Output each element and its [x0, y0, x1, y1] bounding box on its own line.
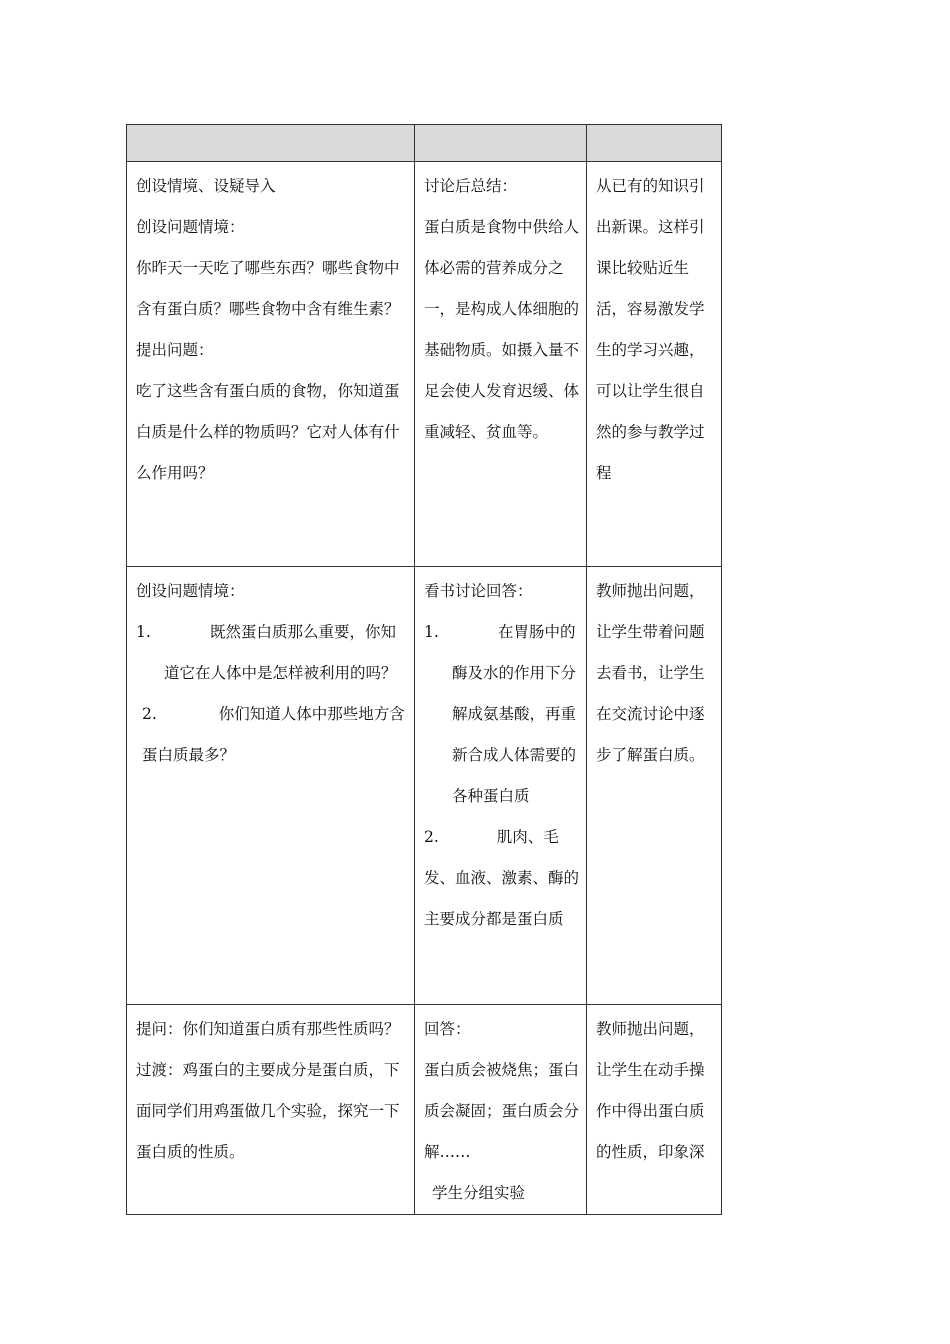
- design-intent-cell: [587, 162, 722, 567]
- text-line: 讨论后总结：: [424, 177, 518, 195]
- list-number: 2.: [142, 705, 157, 723]
- text-line: 从已有的知识引出新课。这样引课比较贴近生活，容易激发学生的学习兴趣，可以让学生很自然的参与教学过程: [596, 177, 705, 482]
- design-intent-cell: [587, 1005, 722, 1215]
- teacher-activity-cell: [127, 567, 415, 1005]
- teacher-activity-cell: [127, 1005, 415, 1215]
- text-line: 过渡：鸡蛋白的主要成分是蛋白质，下面同学们用鸡蛋做几个实验，探究一下蛋白质的性质。: [136, 1061, 400, 1161]
- text-line: 教师抛出问题，让学生带着问题去看书，让学生在交流讨论中逐步了解蛋白质。: [596, 582, 705, 764]
- list-text: 在胃肠中的酶及水的作用下分解成氨基酸，再重新合成人体需要的各种蛋白质: [452, 623, 577, 805]
- student-activity-cell: [415, 567, 587, 1005]
- header-cell: [415, 125, 587, 162]
- text-line: 蛋白质会被烧焦；蛋白质会凝固；蛋白质会分解……: [424, 1061, 580, 1161]
- table-row: [127, 1005, 722, 1215]
- design-intent-cell: [587, 567, 722, 1005]
- list-number: 2.: [424, 828, 439, 846]
- table-row: [127, 162, 722, 567]
- header-cell: [587, 125, 722, 162]
- list-text: 肌肉、毛发、血液、激素、酶的主要成分都是蛋白质: [424, 828, 580, 928]
- text-line: 创设问题情境：: [136, 582, 245, 600]
- text-line: 学生分组实验: [432, 1184, 526, 1202]
- text-line: 看书讨论回答：: [424, 582, 533, 600]
- teacher-activity-cell: [127, 162, 415, 567]
- section-title: 创设情境、设疑导入: [136, 177, 276, 195]
- text-line: 蛋白质是食物中供给人体必需的营养成分之一，是构成人体细胞的基础物质。如摄入量不足会使人发育迟缓、体重减轻、贫血等。: [424, 218, 580, 441]
- text-line: 创设问题情境：: [136, 218, 245, 236]
- student-activity-cell: [415, 162, 587, 567]
- text-line: 提问：你们知道蛋白质有那些性质吗？: [136, 1020, 400, 1038]
- table-header-row: [127, 125, 722, 162]
- text-line: 回答：: [424, 1020, 471, 1038]
- text-line: 提出问题：: [136, 341, 214, 359]
- list-item: [136, 612, 408, 694]
- list-number: 1.: [136, 623, 151, 641]
- list-number: 1.: [424, 623, 439, 641]
- text-line: 吃了这些含有蛋白质的食物，你知道蛋白质是什么样的物质吗？它对人体有什么作用吗？: [136, 382, 400, 482]
- list-text: 既然蛋白质那么重要，你知道它在人体中是怎样被利用的吗？: [164, 623, 397, 682]
- lesson-plan-table: [126, 124, 722, 1215]
- list-item: [424, 612, 580, 817]
- table-row: [127, 567, 722, 1005]
- text-line: 教师抛出问题，让学生在动手操作中得出蛋白质的性质，印象深: [596, 1020, 705, 1161]
- list-item: [136, 694, 408, 776]
- header-cell: [127, 125, 415, 162]
- text-line: 你昨天一天吃了哪些东西？哪些食物中含有蛋白质？哪些食物中含有维生素？: [136, 259, 400, 318]
- student-activity-cell: [415, 1005, 587, 1215]
- list-text: 你们知道人体中那些地方含蛋白质最多？: [142, 705, 405, 764]
- list-item: [424, 817, 580, 940]
